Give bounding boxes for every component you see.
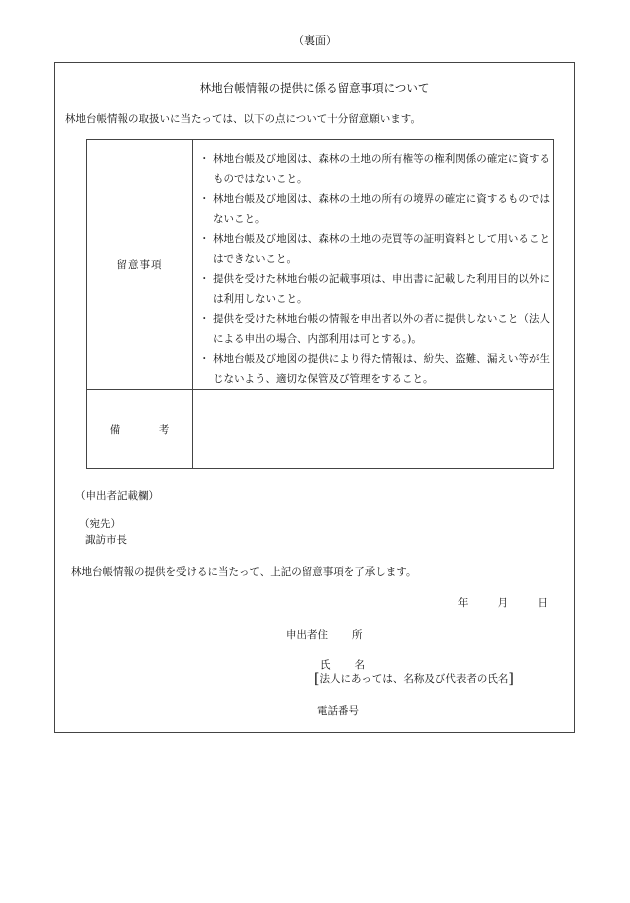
- addressee-name: 諏訪市長: [85, 534, 127, 546]
- list-item: ・ 林地台帳及び地図は、森林の土地の所有の境界の確定に資するものではないこと。: [199, 193, 550, 225]
- remarks-label-cell: [87, 390, 192, 468]
- right-bracket: ]: [508, 671, 514, 687]
- date-month-label: 月: [497, 597, 509, 609]
- form-frame: [54, 62, 575, 733]
- phone-label: 電話番号: [317, 705, 359, 717]
- notes-label: 留意事項: [116, 259, 163, 271]
- remarks-field[interactable]: [193, 390, 553, 468]
- address-label: 申出者住 所: [286, 629, 363, 641]
- name-note: [法人にあっては、名称及び代表者の氏名]: [314, 671, 514, 687]
- intro-text: 林地台帳情報の取扱いに当たっては、以下の点について十分留意願います。: [65, 113, 421, 125]
- date-year-label: 年: [457, 597, 469, 609]
- notes-list: [198, 149, 550, 389]
- left-bracket: [: [314, 671, 320, 687]
- notes-table: [86, 139, 554, 469]
- name-label: 氏 名: [320, 659, 365, 671]
- list-item: ・ 提供を受けた林地台帳の情報を申出者以外の者に提供しないこと（法人による申出の場合、内部利用は可とする。)。: [199, 313, 550, 345]
- date-day-label: 日: [537, 597, 548, 609]
- notes-label-cell: [87, 140, 192, 389]
- applicant-section-label: （申出者記載欄）: [75, 490, 159, 502]
- list-item: ・ 林地台帳及び地図の提供により得た情報は、紛失、盗難、漏えい等が生じないよう、適切な保管及び管理をすること。: [199, 353, 550, 385]
- remarks-label: 備 考: [109, 423, 184, 436]
- addressee-label: （宛先）: [79, 518, 121, 530]
- list-item: ・ 林地台帳及び地図は、森林の土地の所有権等の権利関係の確定に資するものではないこと。: [199, 153, 550, 185]
- list-item: ・ 林地台帳及び地図は、森林の土地の売買等の証明資料として用いることはできないこと。: [199, 233, 550, 265]
- form-title: 林地台帳情報の提供に係る留意事項について: [199, 81, 430, 95]
- list-item: ・ 提供を受けた林地台帳の記載事項は、申出書に記載した利用目的以外には利用しないこと。: [199, 273, 550, 305]
- page-side-label: （裏面）: [293, 34, 337, 47]
- date-line: [444, 595, 548, 610]
- acknowledgement-text: 林地台帳情報の提供を受けるに当たって、上記の留意事項を了承します。: [71, 566, 417, 578]
